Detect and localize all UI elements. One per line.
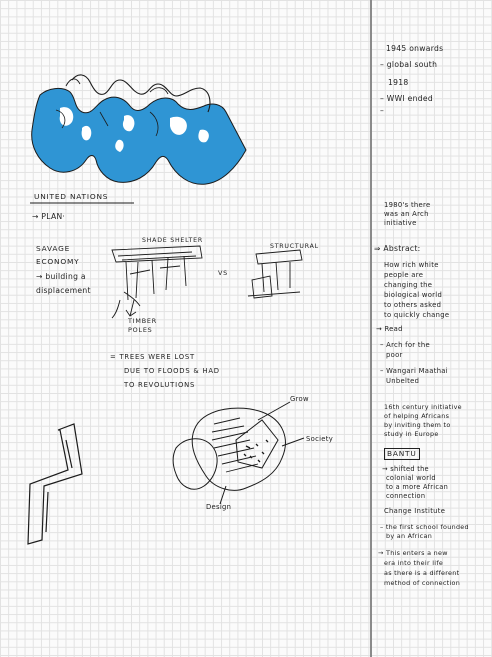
first-school-1: – the first school founded <box>380 523 469 531</box>
timber-line-2: POLES <box>128 326 153 334</box>
change-institute: Change Institute <box>384 507 446 515</box>
wangari-1: – Wangari Maathai <box>380 367 448 375</box>
note-1980s-2: was an Arch <box>384 210 429 218</box>
grow-label: Grow <box>290 395 309 403</box>
bantu-label: BANTU <box>384 448 420 460</box>
note-1945: 1945 onwards <box>386 44 444 53</box>
century-4: study in Europe <box>384 430 439 438</box>
world-map-sketch <box>32 75 246 184</box>
enters-2: era into their life <box>384 559 444 567</box>
note-1980s-1: 1980's there <box>384 201 431 209</box>
timber-line-1: TIMBER <box>128 317 157 325</box>
structural-sketch <box>248 250 302 298</box>
arch-poor-1: – Arch for the <box>380 341 430 349</box>
read-label: → Read <box>376 325 403 333</box>
century-3: by inviting them to <box>384 421 451 429</box>
shifted-2: colonial world <box>386 474 436 482</box>
zigzag-sketch <box>28 424 82 544</box>
vs-label: VS <box>218 269 229 277</box>
trees-line-2: DUE TO FLOODS & HAD <box>124 367 220 375</box>
shifted-1: → shifted the <box>382 465 429 473</box>
abstract-line-1: How rich white <box>384 261 439 269</box>
century-1: 16th century initiative <box>384 403 462 411</box>
savage-line-2: ECONOMY <box>36 257 80 266</box>
wangari-2: Unbelted <box>386 377 420 385</box>
note-dash: – <box>380 106 385 115</box>
savage-line-1: SAVAGE <box>36 244 71 253</box>
abstract-line-5: to others asked <box>384 301 442 309</box>
century-2: of helping Africans <box>384 412 450 420</box>
abstract-shape-sketch <box>173 402 304 504</box>
note-wwi-ended: – WWI ended <box>380 94 433 103</box>
arch-poor-2: poor <box>386 351 403 359</box>
abstract-line-6: to quickly change <box>384 311 450 319</box>
trees-line-1: = TREES WERE LOST <box>110 353 195 361</box>
abstract-line-2: people are <box>384 271 424 279</box>
society-label: Society <box>306 435 334 443</box>
shade-shelter-sketch <box>112 246 202 318</box>
timber-arrow <box>126 300 136 316</box>
enters-1: → This enters a new <box>378 549 448 557</box>
savage-line-4: displacement <box>36 286 91 295</box>
heading-united-nations: UNITED NATIONS <box>34 192 109 201</box>
shade-shelter-label: SHADE SHELTER <box>142 237 203 244</box>
abstract-line-4: biological world <box>384 291 443 299</box>
first-school-2: by an African <box>386 532 433 540</box>
note-global-south: – global south <box>380 60 438 69</box>
structural-label: STRUCTURAL <box>270 243 319 250</box>
abstract-line-3: changing the <box>384 281 433 289</box>
abstract-heading: ⇒ Abstract: <box>374 244 421 253</box>
design-label: Design <box>206 503 232 511</box>
trees-line-3: TO REVOLUTIONS <box>124 381 196 389</box>
enters-4: method of connection <box>384 579 461 587</box>
shifted-3: to a more African <box>386 483 449 491</box>
shifted-4: connection <box>386 492 426 500</box>
note-1980s-3: initiative <box>384 219 417 227</box>
savage-line-3: → building a <box>36 272 86 281</box>
plan-label: → PLAN· <box>32 212 66 221</box>
note-1918: 1918 <box>388 78 409 87</box>
enters-3: as there is a different <box>384 569 460 577</box>
